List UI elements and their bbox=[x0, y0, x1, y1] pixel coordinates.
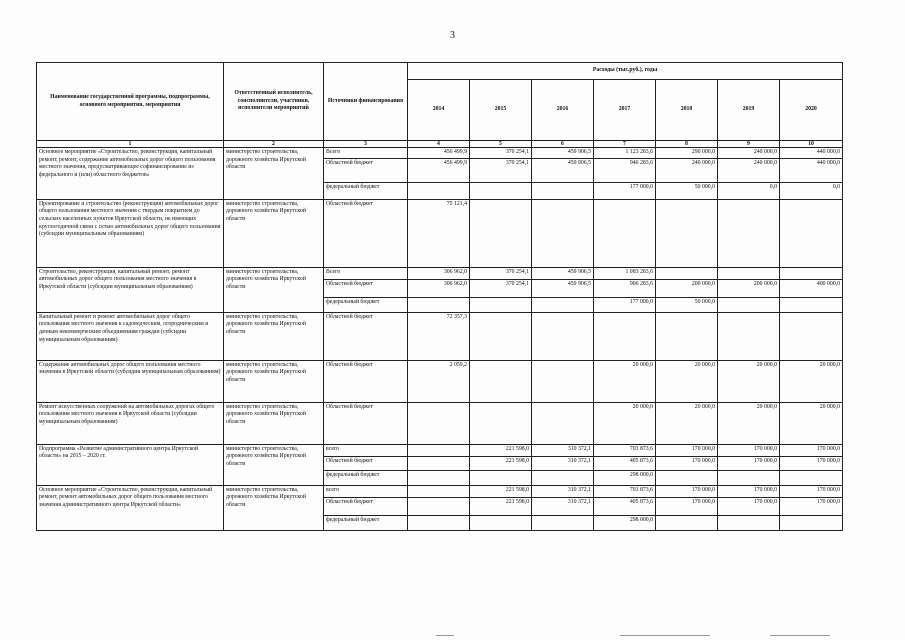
scan-mark bbox=[770, 635, 830, 636]
header-year: 2014 bbox=[408, 80, 470, 141]
amount-cell: 170 000,0 bbox=[656, 497, 718, 515]
funding-source-cell: Областной бюджет bbox=[324, 312, 408, 360]
header-year: 2017 bbox=[594, 80, 656, 141]
amount-cell: 170 000,0 bbox=[780, 444, 843, 456]
table-row bbox=[37, 148, 843, 159]
table-row bbox=[37, 199, 843, 267]
header-executor: Ответственный исполнитель, соисполнители, участники, исполнители мероприятий bbox=[224, 63, 324, 141]
amount-cell: 456 499,9 bbox=[408, 148, 470, 159]
amount-cell: 405 873,6 bbox=[594, 456, 656, 470]
amount-cell: 170 000,0 bbox=[656, 485, 718, 497]
amount-cell bbox=[470, 312, 532, 360]
amount-cell bbox=[780, 470, 843, 485]
scan-mark bbox=[436, 635, 454, 636]
amount-cell: 0,0 bbox=[780, 182, 843, 199]
amount-cell: 459 906,5 bbox=[532, 158, 594, 182]
amount-cell: 221 598,0 bbox=[470, 497, 532, 515]
executor-cell: министерство строительства, дорожного хозяйства Иркутской области bbox=[224, 360, 324, 402]
scan-mark bbox=[620, 635, 710, 636]
funding-source-cell: Областной бюджет bbox=[324, 456, 408, 470]
column-number: 6 bbox=[532, 141, 594, 148]
funding-source-cell: Областной бюджет bbox=[324, 360, 408, 402]
amount-cell: 221 598,0 bbox=[470, 444, 532, 456]
funding-source-cell: Областной бюджет bbox=[324, 497, 408, 515]
amount-cell: 906 283,6 bbox=[594, 279, 656, 297]
amount-cell bbox=[408, 485, 470, 497]
amount-cell bbox=[408, 402, 470, 444]
amount-cell: 703 873,6 bbox=[594, 444, 656, 456]
program-name-cell: Содержание автомобильных дорог общего пользования местного значения в Иркутской области (субсидии муниципальным образованиям) bbox=[37, 360, 224, 402]
amount-cell: 221 598,0 bbox=[470, 456, 532, 470]
amount-cell bbox=[780, 515, 843, 530]
amount-cell: 310 372,1 bbox=[532, 485, 594, 497]
amount-cell bbox=[594, 312, 656, 360]
amount-cell: 310 372,1 bbox=[532, 497, 594, 515]
amount-cell: 75 121,4 bbox=[408, 199, 470, 267]
funding-source-cell: всего bbox=[324, 444, 408, 456]
amount-cell bbox=[408, 456, 470, 470]
amount-cell bbox=[656, 515, 718, 530]
amount-cell bbox=[532, 297, 594, 312]
amount-cell: 170 000,0 bbox=[718, 444, 780, 456]
amount-cell bbox=[656, 470, 718, 485]
page-number: 3 bbox=[450, 30, 455, 41]
program-name-cell: Капитальный ремонт и ремонт автомобильных дорог общего пользования местного значения к садоводческим, огородническим и дачным некоммерческим объединениям граждан (субсидии муниципальным образованиям) bbox=[37, 312, 224, 360]
amount-cell bbox=[718, 199, 780, 267]
amount-cell: 170 000,0 bbox=[780, 485, 843, 497]
amount-cell bbox=[656, 199, 718, 267]
executor-cell: министерство строительства, дорожного хозяйства Иркутской области bbox=[224, 148, 324, 200]
amount-cell: 72 357,3 bbox=[408, 312, 470, 360]
table-row bbox=[37, 360, 843, 402]
table-row bbox=[37, 402, 843, 444]
table-row bbox=[37, 267, 843, 279]
program-name-cell: Проектирование и строительство (реконструкция) автомобильных дорог общего пользования местного значения с твердым покрытием до сельских населенных пунктов Иркутской области, не имеющих круглогодичной связи с сетью автомобильных дорог общего пользования (субсидии муниципальным образованиям) bbox=[37, 199, 224, 267]
amount-cell: 310 372,1 bbox=[532, 456, 594, 470]
amount-cell: 20 000,0 bbox=[594, 360, 656, 402]
amount-cell bbox=[408, 497, 470, 515]
executor-cell: министерство строительства, дорожного хозяйства Иркутской области bbox=[224, 199, 324, 267]
amount-cell bbox=[718, 267, 780, 279]
amount-cell: 0,0 bbox=[718, 182, 780, 199]
amount-cell bbox=[470, 182, 532, 199]
table-row bbox=[37, 485, 843, 497]
amount-cell bbox=[470, 297, 532, 312]
header-year: 2016 bbox=[532, 80, 594, 141]
amount-cell: 240 000,0 bbox=[718, 148, 780, 159]
amount-cell: 50 000,0 bbox=[656, 297, 718, 312]
amount-cell: 170 000,0 bbox=[780, 497, 843, 515]
funding-source-cell: федеральный бюджет bbox=[324, 297, 408, 312]
program-name-cell: Ремонт искусственных сооружений на автомобильных дорогах общего пользования местного значения в Иркутской области (субсидии муниципальным образованиям) bbox=[37, 402, 224, 444]
column-number: 1 bbox=[37, 141, 224, 148]
amount-cell: 20 000,0 bbox=[780, 360, 843, 402]
funding-source-cell: Всего bbox=[324, 148, 408, 159]
amount-cell: 370 254,1 bbox=[470, 279, 532, 297]
executor-cell: министерство строительства, дорожного хозяйства Иркутской области bbox=[224, 402, 324, 444]
amount-cell bbox=[408, 515, 470, 530]
amount-cell bbox=[532, 402, 594, 444]
table-row bbox=[37, 312, 843, 360]
column-number-row bbox=[37, 141, 843, 148]
amount-cell: 2 059,2 bbox=[408, 360, 470, 402]
amount-cell bbox=[532, 470, 594, 485]
amount-cell: 20 000,0 bbox=[718, 402, 780, 444]
amount-cell bbox=[718, 515, 780, 530]
amount-cell: 400 000,0 bbox=[780, 279, 843, 297]
amount-cell: 170 000,0 bbox=[718, 456, 780, 470]
amount-cell: 170 000,0 bbox=[656, 456, 718, 470]
header-year: 2015 bbox=[470, 80, 532, 141]
header-year: 2018 bbox=[656, 80, 718, 141]
amount-cell: 459 906,5 bbox=[532, 267, 594, 279]
funding-source-cell: Областной бюджет bbox=[324, 158, 408, 182]
budget-table-body bbox=[37, 148, 843, 531]
amount-cell: 405 873,6 bbox=[594, 497, 656, 515]
amount-cell: 298 000,0 bbox=[594, 470, 656, 485]
amount-cell bbox=[532, 312, 594, 360]
header-expenses: Расходы (тыс.руб.), годы bbox=[408, 63, 843, 80]
column-number: 10 bbox=[780, 141, 843, 148]
amount-cell: 20 000,0 bbox=[718, 360, 780, 402]
amount-cell bbox=[594, 199, 656, 267]
amount-cell: 170 000,0 bbox=[780, 456, 843, 470]
amount-cell: 177 000,0 bbox=[594, 297, 656, 312]
amount-cell: 20 000,0 bbox=[656, 402, 718, 444]
amount-cell: 310 372,1 bbox=[532, 444, 594, 456]
amount-cell: 946 283,6 bbox=[594, 158, 656, 182]
column-number: 9 bbox=[718, 141, 780, 148]
amount-cell: 200 000,0 bbox=[718, 279, 780, 297]
amount-cell: 20 000,0 bbox=[780, 402, 843, 444]
amount-cell: 170 000,0 bbox=[656, 444, 718, 456]
amount-cell: 440 000,0 bbox=[780, 148, 843, 159]
funding-source-cell: федеральный бюджет bbox=[324, 470, 408, 485]
amount-cell: 370 254,1 bbox=[470, 158, 532, 182]
header-sources: Источники финансирования bbox=[324, 63, 408, 141]
amount-cell bbox=[718, 297, 780, 312]
executor-cell: министерство строительства, дорожного хозяйства Иркутской области bbox=[224, 312, 324, 360]
column-number: 8 bbox=[656, 141, 718, 148]
amount-cell: 306 962,0 bbox=[408, 267, 470, 279]
amount-cell: 459 906,5 bbox=[532, 148, 594, 159]
column-number: 2 bbox=[224, 141, 324, 148]
amount-cell: 1 123 283,6 bbox=[594, 148, 656, 159]
amount-cell bbox=[532, 515, 594, 530]
amount-cell bbox=[718, 470, 780, 485]
amount-cell bbox=[470, 402, 532, 444]
amount-cell: 459 906,5 bbox=[532, 279, 594, 297]
amount-cell: 240 000,0 bbox=[656, 158, 718, 182]
executor-cell: министерство строительства, дорожного хозяйства Иркутской области bbox=[224, 485, 324, 530]
amount-cell: 370 254,1 bbox=[470, 267, 532, 279]
amount-cell: 177 000,0 bbox=[594, 182, 656, 199]
amount-cell bbox=[408, 182, 470, 199]
funding-source-cell: всего bbox=[324, 485, 408, 497]
amount-cell: 456 499,9 bbox=[408, 158, 470, 182]
program-name-cell: Строительство, реконструкция, капитальный ремонт, ремонт автомобильных дорог общего пользования местного значения в Иркутской области (субсидии муниципальным образованиям) bbox=[37, 267, 224, 312]
funding-source-cell: федеральный бюджет bbox=[324, 182, 408, 199]
amount-cell: 170 000,0 bbox=[718, 497, 780, 515]
column-number: 4 bbox=[408, 141, 470, 148]
amount-cell: 1 083 283,6 bbox=[594, 267, 656, 279]
amount-cell bbox=[470, 515, 532, 530]
funding-source-cell: Областной бюджет bbox=[324, 402, 408, 444]
program-name-cell: Основное мероприятие «Строительство, реконструкция, капитальный ремонт, ремонт, содержание автомобильных дорог общего пользования местного значения, предусматривающее софинансирование из федерального и (или) областного бюджетов» bbox=[37, 148, 224, 200]
table-row bbox=[37, 444, 843, 456]
amount-cell: 240 000,0 bbox=[718, 158, 780, 182]
amount-cell bbox=[780, 267, 843, 279]
amount-cell bbox=[470, 199, 532, 267]
column-number: 7 bbox=[594, 141, 656, 148]
amount-cell bbox=[408, 444, 470, 456]
amount-cell: 440 000,0 bbox=[780, 158, 843, 182]
amount-cell: 200 000,0 bbox=[656, 279, 718, 297]
program-name-cell: Основное мероприятие «Строительство, реконструкция, капитальный ремонт, ремонт автомобильных дорог общего пользования местного значения административного центра Иркутской области» bbox=[37, 485, 224, 530]
amount-cell bbox=[470, 470, 532, 485]
amount-cell bbox=[532, 360, 594, 402]
amount-cell: 298 000,0 bbox=[594, 515, 656, 530]
amount-cell: 221 598,0 bbox=[470, 485, 532, 497]
executor-cell: министерство строительства, дорожного хозяйства Иркутской области bbox=[224, 267, 324, 312]
amount-cell bbox=[532, 199, 594, 267]
funding-source-cell: Всего bbox=[324, 267, 408, 279]
amount-cell bbox=[470, 360, 532, 402]
amount-cell: 50 000,0 bbox=[656, 182, 718, 199]
column-number: 5 bbox=[470, 141, 532, 148]
budget-table bbox=[36, 62, 843, 531]
amount-cell bbox=[408, 470, 470, 485]
amount-cell bbox=[780, 312, 843, 360]
amount-cell bbox=[532, 182, 594, 199]
amount-cell bbox=[656, 267, 718, 279]
header-name: Наименование государственной программы, подпрограммы, основного мероприятия, мероприятия bbox=[37, 63, 224, 141]
amount-cell: 306 962,0 bbox=[408, 279, 470, 297]
program-name-cell: Подпрограмма «Развитие административного центра Иркутской области» на 2015 – 2020 гг. bbox=[37, 444, 224, 485]
amount-cell: 290 000,0 bbox=[656, 148, 718, 159]
header-year: 2020 bbox=[780, 80, 843, 141]
amount-cell bbox=[718, 312, 780, 360]
amount-cell bbox=[656, 312, 718, 360]
amount-cell: 20 000,0 bbox=[656, 360, 718, 402]
header-year: 2019 bbox=[718, 80, 780, 141]
executor-cell: министерство строительства, дорожного хозяйства Иркутской области bbox=[224, 444, 324, 485]
funding-source-cell: Областной бюджет bbox=[324, 199, 408, 267]
amount-cell bbox=[780, 297, 843, 312]
column-number: 3 bbox=[324, 141, 408, 148]
amount-cell: 20 000,0 bbox=[594, 402, 656, 444]
amount-cell bbox=[408, 297, 470, 312]
amount-cell bbox=[780, 199, 843, 267]
funding-source-cell: Областной бюджет bbox=[324, 279, 408, 297]
amount-cell: 370 254,1 bbox=[470, 148, 532, 159]
amount-cell: 170 000,0 bbox=[718, 485, 780, 497]
amount-cell: 703 873,6 bbox=[594, 485, 656, 497]
funding-source-cell: федеральный бюджет bbox=[324, 515, 408, 530]
